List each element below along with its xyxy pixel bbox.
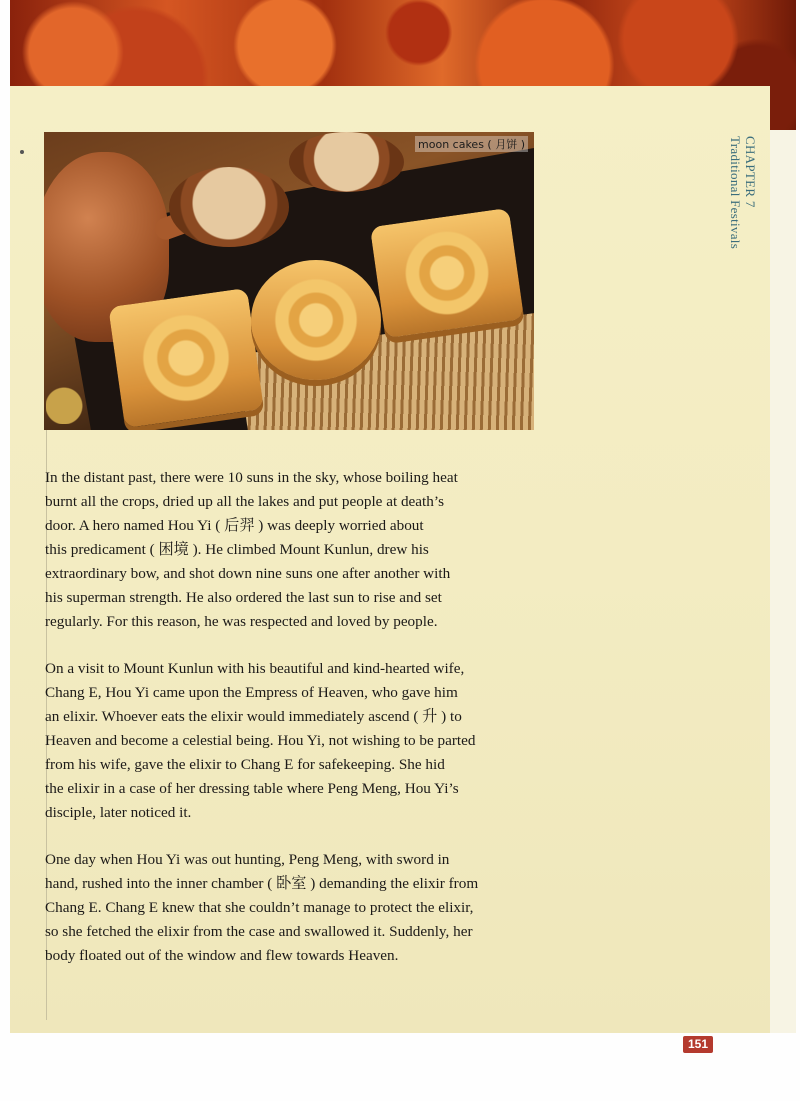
text-line: In the distant past, there were 10 suns in the sky, whose boiling heat	[45, 469, 458, 486]
text-line: his superman strength. He also ordered the last sun to rise and set	[45, 589, 442, 606]
text-line: the elixir in a case of her dressing table where Peng Meng, Hou Yi’s	[45, 780, 459, 797]
paragraph	[45, 657, 545, 825]
text-line: Chang E, Hou Yi came upon the Empress of Heaven, who gave him	[45, 684, 458, 701]
text-line: extraordinary bow, and shot down nine suns one after another with	[45, 565, 451, 582]
margin-dot	[20, 150, 24, 154]
paragraph	[45, 848, 545, 968]
photo-mooncake	[108, 288, 264, 428]
chapter-number: CHAPTER 7	[743, 136, 758, 208]
text-line: disciple, later noticed it.	[45, 804, 192, 821]
photo-caption: moon cakes ( 月饼 )	[415, 136, 528, 152]
text-line: Heaven and become a celestial being. Hou Yi, not wishing to be parted	[45, 732, 476, 749]
mooncake-photo	[44, 132, 534, 430]
page-number-badge: 151	[683, 1036, 713, 1053]
chapter-title: Traditional Festivals	[728, 136, 743, 250]
photo-tea-cup	[289, 132, 404, 192]
text-line: so she fetched the elixir from the case and swallowed it. Suddenly, her	[45, 923, 473, 940]
text-line: from his wife, gave the elixir to Chang E for safekeeping. She hid	[45, 756, 445, 773]
text-line: this predicament ( 困境 ). He climbed Mount Kunlun, drew his	[45, 541, 429, 558]
story-text	[45, 466, 545, 991]
text-line: On a visit to Mount Kunlun with his beautiful and kind-hearted wife,	[45, 660, 465, 677]
photo-mooncake	[251, 260, 381, 380]
photo-tea-cup	[169, 167, 289, 247]
paragraph	[45, 466, 545, 634]
text-line: One day when Hou Yi was out hunting, Peng Meng, with sword in	[45, 851, 450, 868]
text-line: body floated out of the window and flew towards Heaven.	[45, 947, 399, 964]
chapter-running-head	[728, 136, 758, 249]
text-line: an elixir. Whoever eats the elixir would immediately ascend ( 升 ) to	[45, 708, 462, 725]
photo-mooncake	[370, 208, 524, 338]
photo-decor-leaf	[46, 364, 106, 424]
text-line: door. A hero named Hou Yi ( 后羿 ) was deeply worried about	[45, 517, 424, 534]
text-line: hand, rushed into the inner chamber ( 卧室 ) demanding the elixir from	[45, 875, 479, 892]
page-margin	[770, 130, 796, 1033]
text-line: burnt all the crops, dried up all the lakes and put people at death’s	[45, 493, 444, 510]
text-line: Chang E. Chang E knew that she couldn’t manage to protect the elixir,	[45, 899, 474, 916]
text-line: regularly. For this reason, he was respected and loved by people.	[45, 613, 438, 630]
